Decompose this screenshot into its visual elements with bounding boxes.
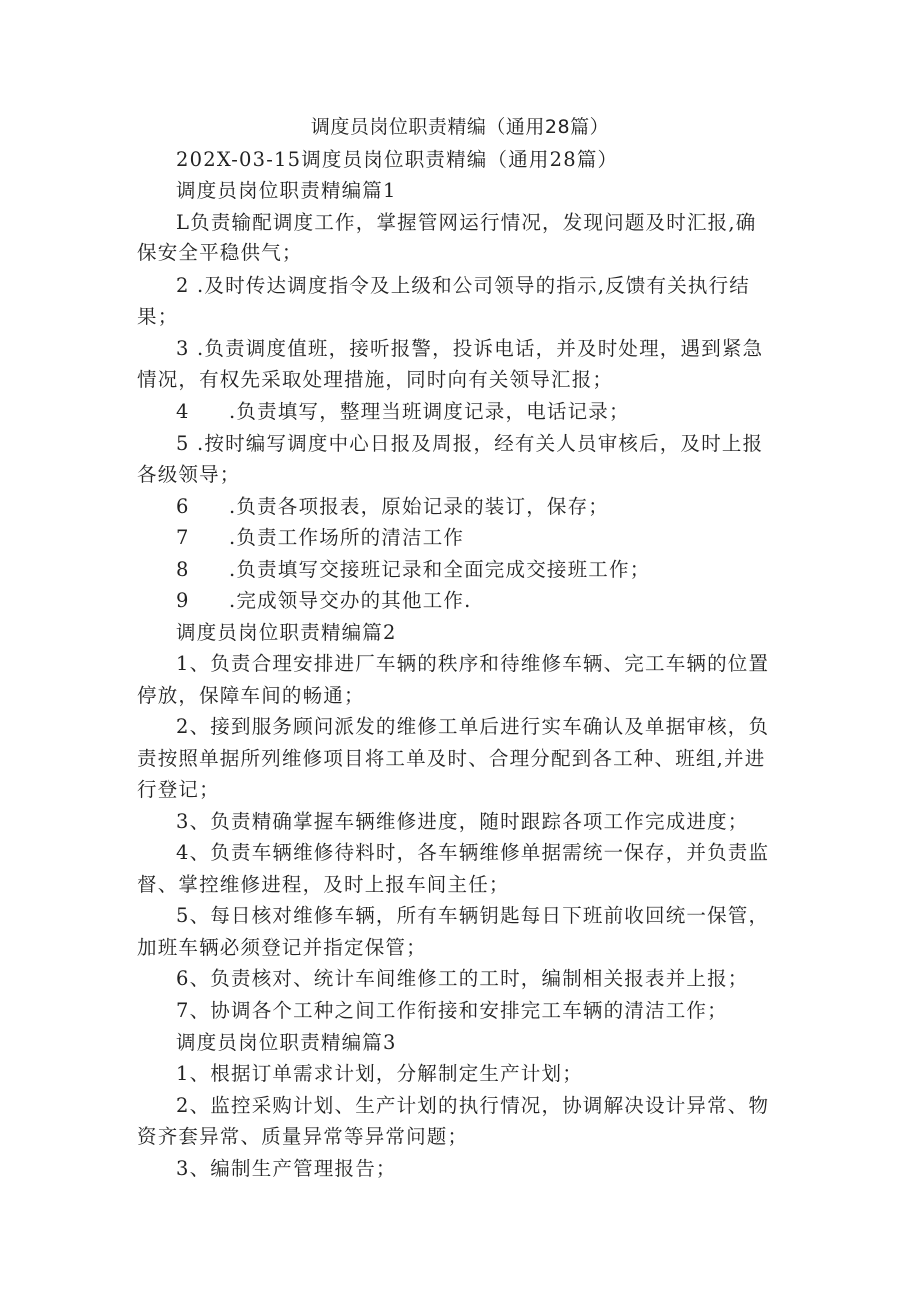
item-line: 3 .负责调度值班，接听报警，投诉电话，并及时处理，遇到紧急 bbox=[176, 337, 764, 360]
item-line: 情况，有权先采取处理措施，同时向有关领导汇报； bbox=[137, 368, 614, 391]
item-line: 5 .按时编写调度中心日报及周报，经有关人员审核后，及时上报 bbox=[176, 432, 764, 455]
item-line: L负责输配调度工作，掌握管网运行情况，发现问题及时汇报,确 bbox=[176, 211, 757, 234]
section-heading: 调度员岗位职责精编篇3 bbox=[176, 1031, 397, 1054]
list-item bbox=[176, 494, 609, 520]
item-line: 2、接到服务顾问派发的维修工单后进行实车确认及单据审核，负 bbox=[176, 715, 770, 738]
item-number: 7 bbox=[176, 526, 190, 549]
list-item bbox=[176, 588, 472, 614]
item-line: 5、每日核对维修车辆，所有车辆钥匙每日下班前收回统一保管， bbox=[176, 904, 770, 927]
item-number: 9 bbox=[176, 589, 190, 612]
item-text: .完成领导交办的其他工作. bbox=[229, 589, 472, 612]
item-line: 3、编制生产管理报告； bbox=[176, 1157, 397, 1180]
list-item bbox=[176, 399, 630, 425]
item-text: .负责各项报表，原始记录的装订，保存； bbox=[229, 495, 609, 518]
item-line: 督、掌控维修进程，及时上报车间主任； bbox=[137, 873, 510, 896]
item-line: 7、协调各个工种之间工作衔接和安排完工车辆的清洁工作； bbox=[176, 999, 728, 1022]
item-text: .负责填写交接班记录和全面完成交接班工作； bbox=[229, 558, 651, 581]
document-title: 调度员岗位职责精编（通用28篇） bbox=[310, 116, 610, 138]
item-line: 责按照单据所列维修项目将工单及时、合理分配到各工种、班组,并进 bbox=[137, 747, 766, 770]
item-line: 4、负责车辆维修待料时，各车辆维修单据需统一保存，并负责监 bbox=[176, 841, 770, 864]
item-line: 行登记； bbox=[137, 778, 220, 801]
item-line: 3、负责精确掌握车辆维修进度，随时跟踪各项工作完成进度； bbox=[176, 810, 749, 833]
section-heading: 调度员岗位职责精编篇2 bbox=[176, 621, 397, 644]
item-text: .负责工作场所的清洁工作 bbox=[229, 526, 465, 549]
section-heading: 调度员岗位职责精编篇1 bbox=[176, 179, 397, 202]
item-line: 1、根据订单需求计划，分解制定生产计划； bbox=[176, 1062, 583, 1085]
item-line: 资齐套异常、质量异常等异常问题； bbox=[137, 1125, 469, 1148]
item-line: 2 .及时传达调度指令及上级和公司领导的指示,反馈有关执行结 bbox=[176, 274, 751, 297]
item-line: 1、负责合理安排进厂车辆的秩序和待维修车辆、完工车辆的位置 bbox=[176, 652, 770, 675]
item-text: .负责填写，整理当班调度记录，电话记录； bbox=[229, 400, 630, 423]
item-line: 加班车辆必须登记并指定保管； bbox=[137, 936, 427, 959]
list-item bbox=[176, 525, 464, 551]
date-line: 202X-03-15调度员岗位职责精编（通用28篇） bbox=[176, 148, 619, 171]
item-line: 果； bbox=[137, 305, 179, 328]
item-line: 2、监控采购计划、生产计划的执行情况，协调解决设计异常、物 bbox=[176, 1094, 770, 1117]
list-item bbox=[176, 557, 650, 583]
item-line: 6、负责核对、统计车间维修工的工时，编制相关报表并上报； bbox=[176, 967, 749, 990]
item-number: 4 bbox=[176, 400, 190, 423]
item-line: 各级领导； bbox=[137, 463, 241, 486]
item-number: 8 bbox=[176, 558, 190, 581]
item-line: 保安全平稳供气； bbox=[137, 241, 303, 264]
item-number: 6 bbox=[176, 495, 190, 518]
item-line: 停放，保障车间的畅通； bbox=[137, 684, 365, 707]
